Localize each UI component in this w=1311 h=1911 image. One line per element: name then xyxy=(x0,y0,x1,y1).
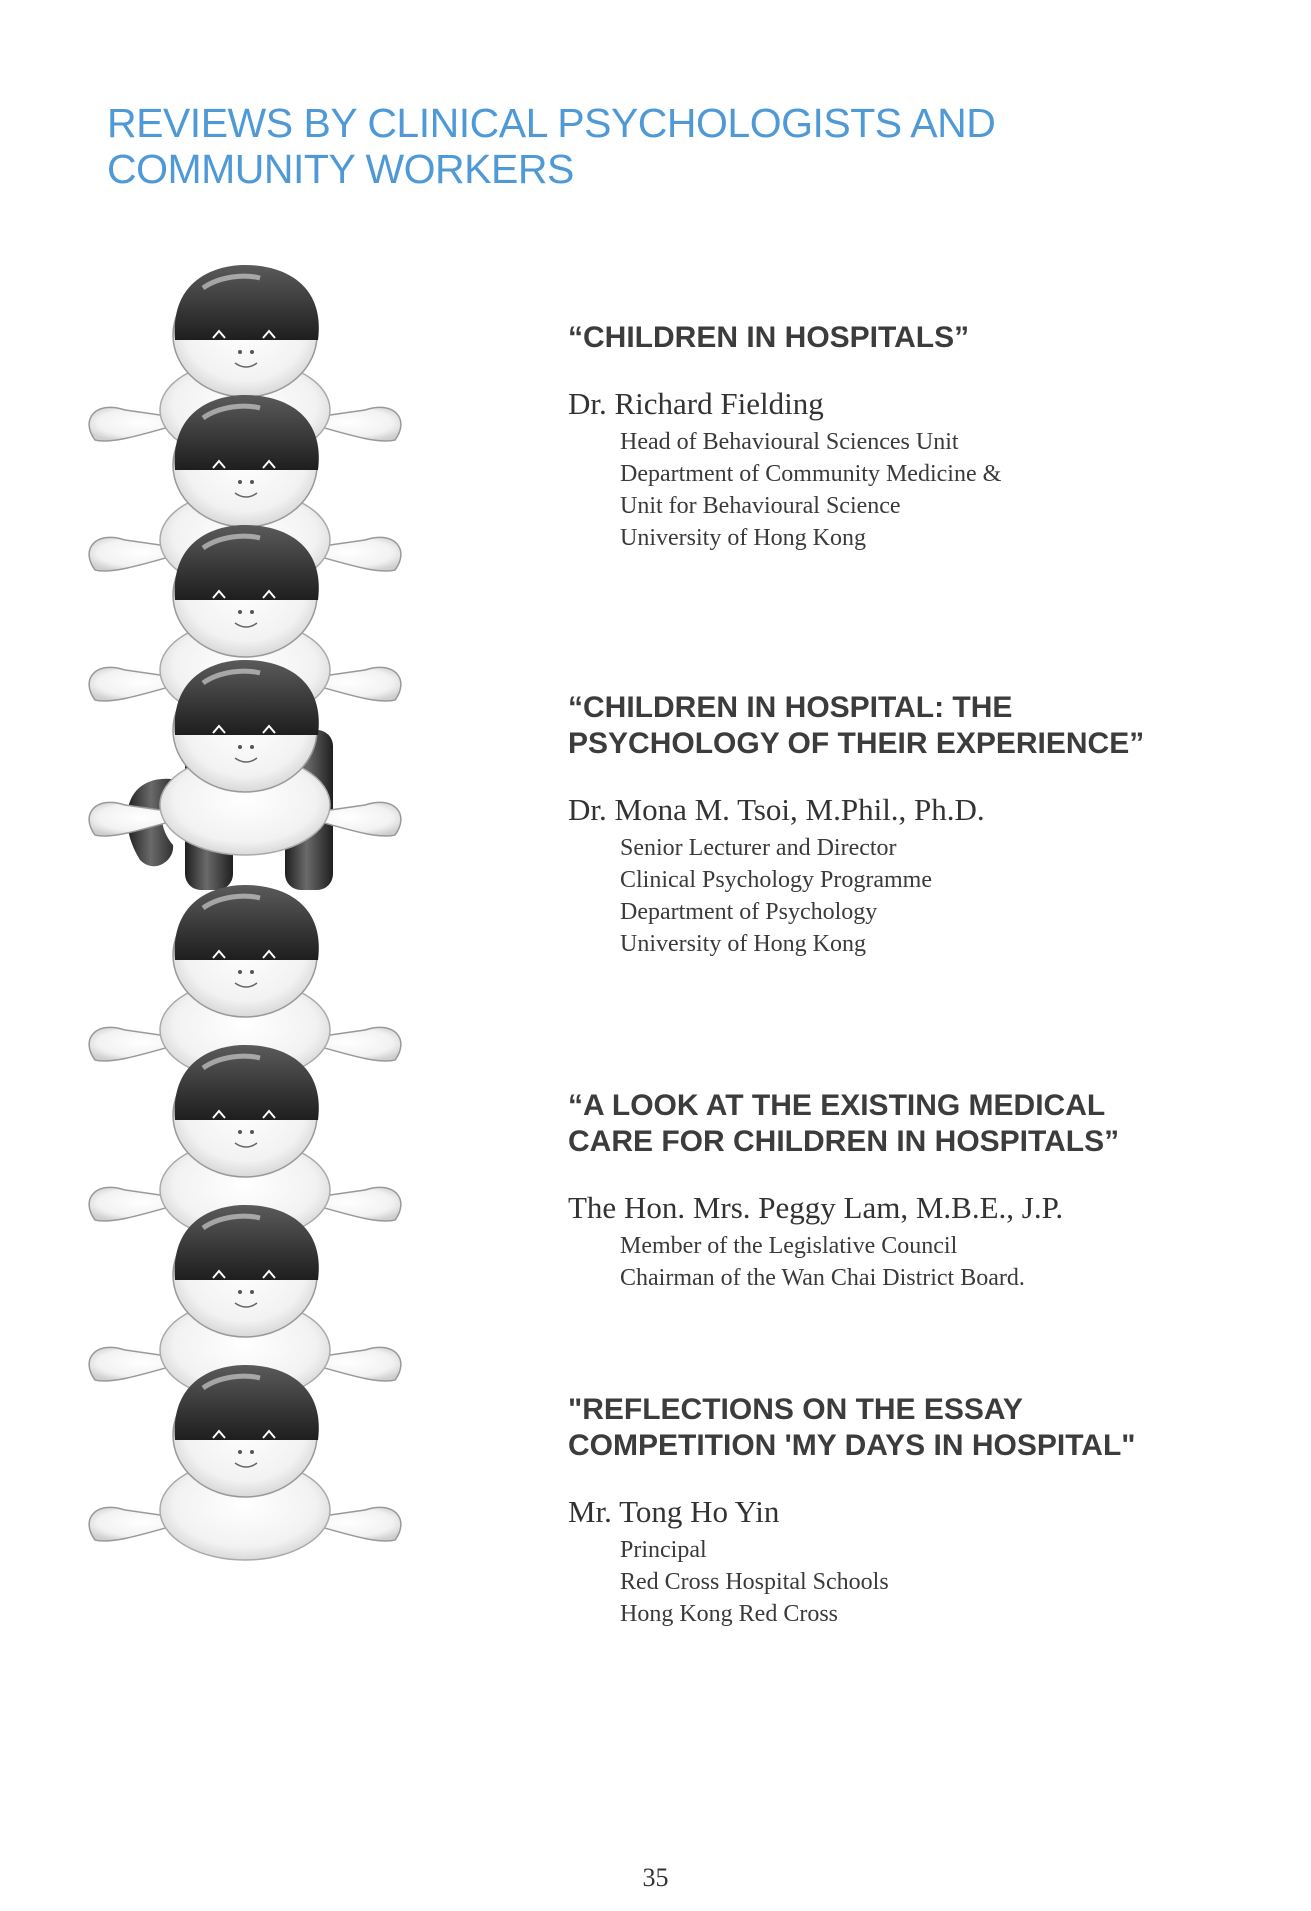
review-title-line: PSYCHOLOGY OF THEIR EXPERIENCE” xyxy=(568,727,1145,760)
review-title xyxy=(568,1088,1208,1160)
review-item xyxy=(568,1088,1208,1294)
review-item xyxy=(568,320,1208,554)
affiliation-line: Department of Psychology xyxy=(620,899,878,925)
review-affiliation xyxy=(620,426,1208,554)
affiliation-line: Head of Behavioural Sciences Unit xyxy=(620,429,959,455)
review-title-line: CARE FOR CHILDREN IN HOSPITALS” xyxy=(568,1125,1120,1158)
stacked-children-illustration xyxy=(85,260,505,1720)
review-item xyxy=(568,1392,1208,1630)
page-heading-line-1: REVIEWS BY CLINICAL PSYCHOLOGISTS AND xyxy=(107,100,996,146)
review-title-line: “A LOOK AT THE EXISTING MEDICAL xyxy=(568,1089,1106,1122)
child-figure xyxy=(89,1365,401,1560)
review-title xyxy=(568,320,1208,356)
affiliation-line: Clinical Psychology Programme xyxy=(620,867,932,893)
review-title-line: “CHILDREN IN HOSPITAL: THE xyxy=(568,691,1013,724)
review-author: Dr. Richard Fielding xyxy=(568,386,824,421)
affiliation-line: Principal xyxy=(620,1537,707,1563)
affiliation-line: Hong Kong Red Cross xyxy=(620,1601,839,1627)
review-author: The Hon. Mrs. Peggy Lam, M.B.E., J.P. xyxy=(568,1190,1064,1225)
page-heading-line-2: COMMUNITY WORKERS xyxy=(107,146,574,192)
review-item xyxy=(568,690,1208,960)
affiliation-line: Chairman of the Wan Chai District Board. xyxy=(620,1265,1025,1291)
review-title-line: COMPETITION 'MY DAYS IN HOSPITAL" xyxy=(568,1429,1136,1462)
review-author: Dr. Mona M. Tsoi, M.Phil., Ph.D. xyxy=(568,792,985,827)
review-title-line: "REFLECTIONS ON THE ESSAY xyxy=(568,1393,1023,1426)
page-heading xyxy=(107,100,1107,192)
affiliation-line: University of Hong Kong xyxy=(620,525,866,551)
review-title-line: “CHILDREN IN HOSPITALS” xyxy=(568,321,970,354)
affiliation-line: Member of the Legislative Council xyxy=(620,1233,958,1259)
page-number: 35 xyxy=(642,1863,669,1892)
affiliation-line: Senior Lecturer and Director xyxy=(620,835,897,861)
review-affiliation xyxy=(620,1230,1208,1294)
affiliation-line: Red Cross Hospital Schools xyxy=(620,1569,889,1595)
review-affiliation xyxy=(620,832,1208,960)
review-title xyxy=(568,690,1208,762)
review-affiliation xyxy=(620,1534,1208,1630)
affiliation-line: Unit for Behavioural Science xyxy=(620,493,901,519)
affiliation-line: Department of Community Medicine & xyxy=(620,461,1002,487)
review-title xyxy=(568,1392,1208,1464)
affiliation-line: University of Hong Kong xyxy=(620,931,866,957)
review-author: Mr. Tong Ho Yin xyxy=(568,1494,780,1529)
